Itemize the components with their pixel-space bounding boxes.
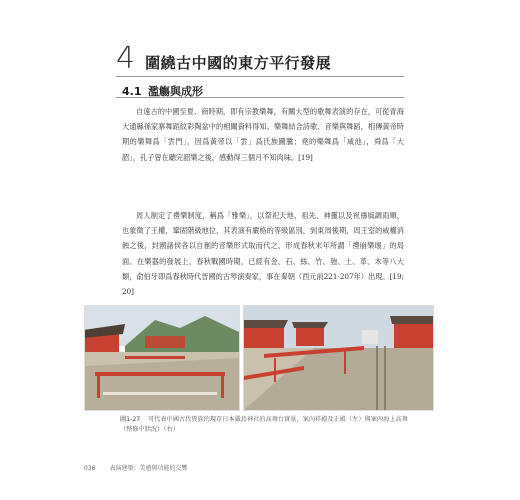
chapter-heading bbox=[116, 41, 332, 76]
book-title: 表演建築：美感與功能的交響 bbox=[109, 465, 188, 472]
chapter-number: 4 bbox=[116, 41, 136, 76]
shrine-photo-right bbox=[243, 305, 434, 411]
page-footer bbox=[84, 463, 187, 472]
section-title: 濫觴與成形 bbox=[148, 85, 203, 98]
shrine-photo-left bbox=[84, 305, 240, 411]
section-divider bbox=[116, 97, 404, 98]
chapter-title: 圍繞古中國的東方平行發展 bbox=[145, 54, 332, 72]
figure-caption-text: 可代表中國古代貴族的現存日本嚴島神社的高舞台實景，案內祥殿及正殿（左）與案內海上高舞（整修中狀況）（右） bbox=[120, 416, 408, 433]
page-number: 036 bbox=[84, 465, 96, 472]
figure-caption bbox=[120, 415, 416, 435]
body-paragraph-1: 自遠古的中國至夏、商時期，即有宗教樂舞，有關大型的歌舞表演的存在，可從青海大通縣孫家寨舞蹈紋彩陶盆中的相關資料得知。樂舞結合詩歌、音樂與舞蹈，相傳黃帝時期的樂舞爲「雲門」，因爲黃帝以「雲」爲氏族圖騰；堯的樂舞爲「咸池」，舜爲「大韶」，孔子曾在聽完韶樂之後，感動得三個月不知肉味。[19] bbox=[122, 107, 404, 162]
section-number: 4.1 bbox=[122, 85, 142, 98]
body-paragraph-2: 周人制定了禮樂制度，稱爲「雅樂」，以祭祀天地、祖先、神靈以及祝禱風調雨順，也象徵了王權，鞏固階級地位，其表演有嚴格的等級區別，到東周後期，周王室的威權消蝕之後，封國諸侯各以自創的音樂形式取而代之，形成春秋末年所謂「禮崩樂壞」的局面。在樂器的發展上，春秋戰國時期，已經有金、石、絲、竹、匏、土、革、木等八大類，俞伯牙即爲春秋時代晉國的古琴演奏家，事在秦朝（西元前221-207年）出現。[19; 20] bbox=[122, 211, 404, 297]
figure-number: 圖1-27 bbox=[120, 416, 141, 423]
chapter-divider bbox=[116, 76, 404, 77]
